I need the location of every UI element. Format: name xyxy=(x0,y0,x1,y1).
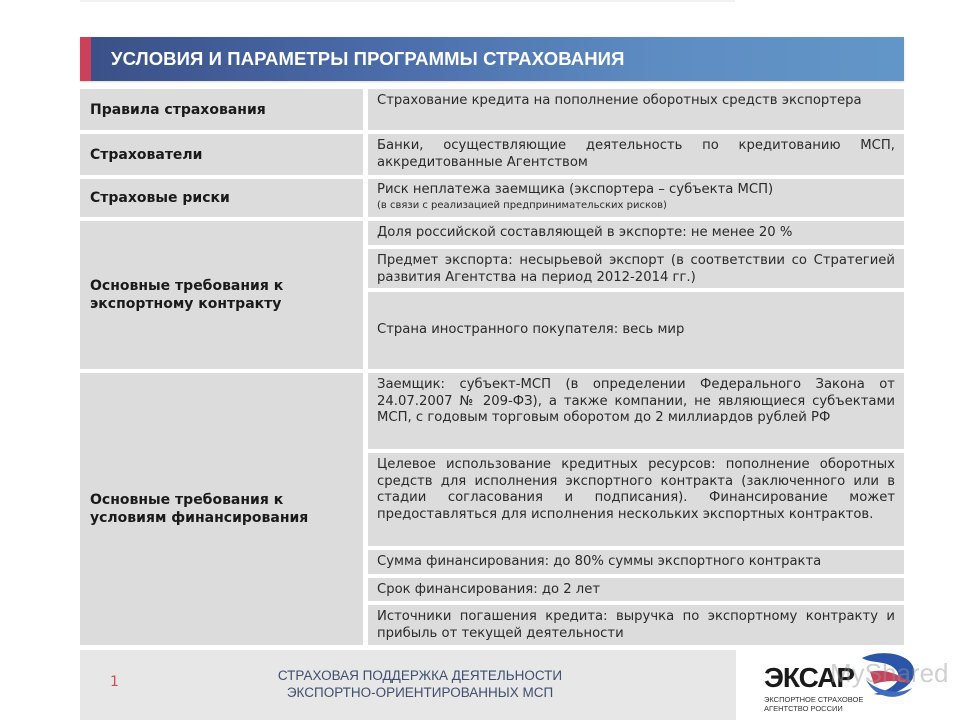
footer-caption-line1: СТРАХОВАЯ ПОДДЕРЖКА ДЕЯТЕЛЬНОСТИ xyxy=(277,668,563,683)
row-value-policyholders: Банки, осуществляющие деятельность по кредитованию МСП, аккредитованные Агентством xyxy=(368,134,904,175)
export-req-export-subject: Предмет экспорта: несырьевой экспорт (в соответствии со Стратегией развития Агентства на период 2012-2014 гг.) xyxy=(368,249,904,288)
financing-req-repayment-sources: Источники погашения кредита: выручка по экспортному контракту и прибыль от текущей деятельности xyxy=(368,605,904,645)
insured-risks-note: (в связи с реализацией предпринимательских рисков) xyxy=(377,199,667,211)
footer-caption xyxy=(220,667,620,701)
logo-wordmark: ЭКСАР xyxy=(764,662,855,693)
financing-req-borrower: Заемщик: субъект-МСП (в определении Федерального Закона от 24.07.2007 № 209-ФЗ), а также компании, не являющиеся субъектами МСП, с годовым торговым оборотом до 2 миллиардов рублей РФ xyxy=(368,373,904,449)
watermark-text: MyShared xyxy=(830,658,949,688)
row-label-insurance-rules: Правила страхования xyxy=(80,89,363,130)
logo-subtitle xyxy=(764,695,863,713)
logo-subtitle-line1: ЭКСПОРТНОЕ СТРАХОВОЕ xyxy=(764,695,864,704)
slide-title: УСЛОВИЯ И ПАРАМЕТРЫ ПРОГРАММЫ СТРАХОВАНИЯ xyxy=(111,48,625,69)
financing-req-amount: Сумма финансирования: до 80% суммы экспортного контракта xyxy=(368,550,904,574)
row-value-insurance-rules: Страхование кредита на пополнение оборотных средств экспортера xyxy=(368,89,904,130)
footer-caption-line2: ЭКСПОРТНО-ОРИЕНТИРОВАННЫХ МСП xyxy=(286,685,554,700)
export-req-buyer-country: Страна иностранного покупателя: весь мир xyxy=(368,292,904,369)
row-label-policyholders: Страхователи xyxy=(80,134,363,175)
page-number: 1 xyxy=(110,674,119,690)
slide-title-bar xyxy=(80,37,904,81)
row-label-financing-requirements: Основные требования к условиям финансирования xyxy=(80,373,363,645)
top-divider xyxy=(80,0,735,2)
row-label-export-contract-requirements: Основные требования к экспортному контракту xyxy=(80,221,363,369)
insured-risks-text: Риск неплатежа заемщика (экспортера – субъекта МСП) xyxy=(377,182,774,197)
row-label-insured-risks: Страховые риски xyxy=(80,179,363,217)
title-accent-stripe xyxy=(80,37,91,81)
row-value-insured-risks xyxy=(368,179,904,217)
logo-subtitle-line2: АГЕНТСТВО РОССИИ xyxy=(764,704,843,713)
export-req-russian-share: Доля российской составляющей в экспорте: не менее 20 % xyxy=(368,221,904,245)
financing-req-term: Срок финансирования: до 2 лет xyxy=(368,578,904,601)
financing-req-purpose: Целевое использование кредитных ресурсов: пополнение оборотных средств для исполнения экспортного контракта (заключенного или в стадии согласования и подписания). Финансирование может предоставляться для исполнения нескольких экспортных контрактов. xyxy=(368,453,904,546)
slide-footer xyxy=(80,650,736,720)
